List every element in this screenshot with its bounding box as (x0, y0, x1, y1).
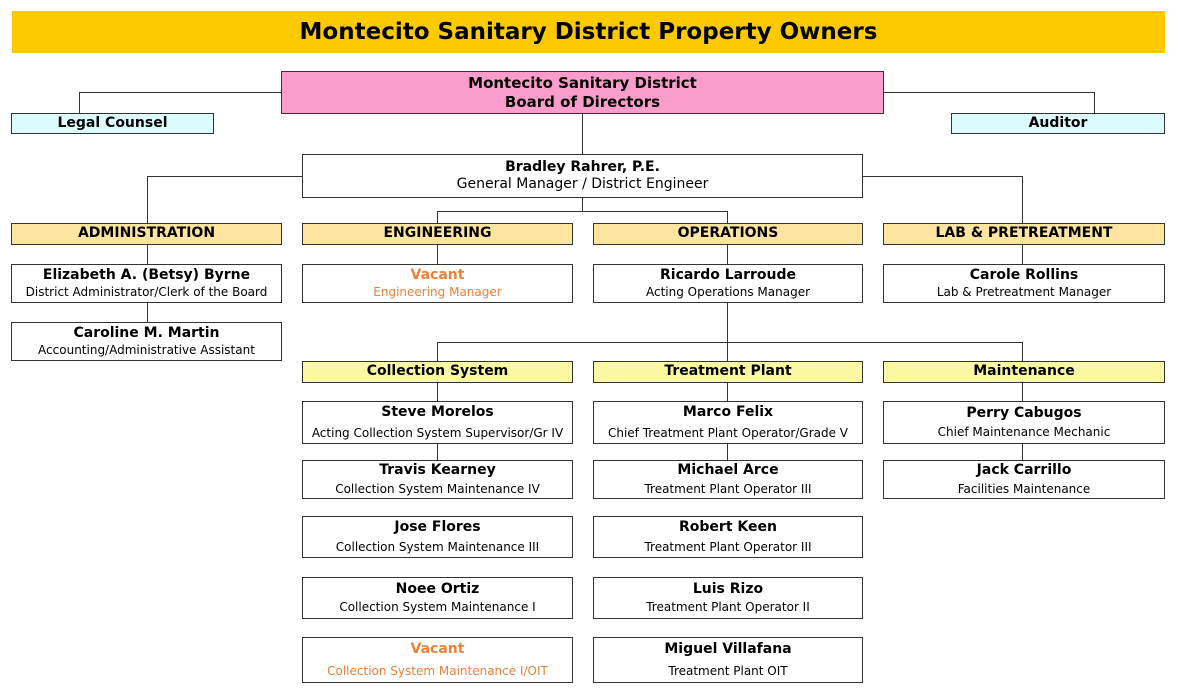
staff-name: Vacant (410, 267, 465, 284)
connector (147, 176, 303, 177)
staff-role: Acting Operations Manager (645, 284, 811, 299)
staff-role: Treatment Plant OIT (668, 664, 788, 679)
staff-name: Luis Rizo (692, 580, 764, 597)
staff-box (302, 577, 573, 619)
legal-counsel-box: Legal Counsel (11, 113, 214, 134)
page-title: Montecito Sanitary District Property Owners (12, 11, 1165, 53)
staff-box (593, 460, 863, 499)
connector (437, 443, 438, 461)
staff-role: Treatment Plant Operator II (646, 600, 810, 615)
connector (582, 197, 583, 211)
staff-box (883, 264, 1165, 303)
board-of-directors-box (281, 71, 884, 114)
division-collection-system: Collection System (302, 361, 573, 383)
staff-role: District Administrator/Clerk of the Board (25, 284, 268, 299)
connector (727, 302, 728, 342)
staff-box-vacant (302, 264, 573, 303)
staff-name: Elizabeth A. (Betsy) Byrne (42, 267, 251, 284)
connector (1022, 176, 1023, 224)
dept-lab-pretreatment: LAB & PRETREATMENT (883, 223, 1165, 245)
division-maintenance: Maintenance (883, 361, 1165, 383)
gm-role: General Manager / District Engineer (456, 176, 709, 192)
division-treatment-plant: Treatment Plant (593, 361, 863, 383)
connector (582, 113, 583, 155)
staff-name: Carole Rollins (969, 267, 1079, 284)
dept-administration: ADMINISTRATION (11, 223, 282, 245)
connector (862, 176, 1022, 177)
staff-name: Ricardo Larroude (659, 267, 797, 284)
dept-engineering: ENGINEERING (302, 223, 573, 245)
staff-role: Collection System Maintenance IV (335, 481, 540, 496)
connector (147, 245, 148, 265)
staff-role: Acting Collection System Supervisor/Gr IV (311, 425, 564, 440)
connector (79, 92, 282, 93)
connector (437, 383, 438, 402)
connector (1094, 92, 1095, 114)
staff-name: Miguel Villafana (664, 640, 792, 657)
staff-role: Collection System Maintenance I/OIT (327, 664, 548, 679)
staff-box (302, 401, 573, 444)
auditor-box: Auditor (951, 113, 1165, 134)
connector (437, 211, 728, 212)
staff-role: Facilities Maintenance (957, 481, 1091, 496)
staff-box (883, 460, 1165, 499)
staff-name: Vacant (410, 640, 465, 657)
board-line-1: Montecito Sanitary District (468, 73, 697, 92)
staff-role: Lab & Pretreatment Manager (936, 284, 1112, 299)
connector (727, 383, 728, 402)
general-manager-box (302, 154, 863, 198)
staff-role: Chief Maintenance Mechanic (937, 424, 1111, 439)
staff-box (883, 401, 1165, 444)
connector (727, 342, 728, 362)
connector (727, 245, 728, 265)
staff-name: Marco Felix (682, 404, 774, 421)
staff-box (593, 577, 863, 619)
staff-role: Treatment Plant Operator III (644, 540, 812, 555)
connector (437, 245, 438, 265)
connector (1022, 245, 1023, 265)
staff-box (11, 322, 282, 361)
connector (437, 342, 1023, 343)
staff-name: Michael Arce (677, 462, 779, 479)
staff-box (593, 637, 863, 683)
staff-name: Jack Carrillo (976, 462, 1072, 479)
staff-role: Treatment Plant Operator III (644, 481, 812, 496)
connector (437, 342, 438, 362)
connector (727, 443, 728, 461)
staff-box (302, 516, 573, 558)
staff-box (593, 264, 863, 303)
staff-name: Steve Morelos (381, 404, 494, 421)
staff-name: Noee Ortiz (395, 580, 480, 597)
connector (1022, 383, 1023, 402)
staff-box (593, 401, 863, 444)
connector (883, 92, 1094, 93)
staff-name: Perry Cabugos (966, 405, 1082, 422)
staff-name: Jose Flores (394, 518, 481, 535)
staff-name: Travis Kearney (379, 462, 496, 479)
staff-box-vacant (302, 637, 573, 683)
staff-role: Accounting/Administrative Assistant (38, 342, 255, 357)
connector (147, 176, 148, 224)
connector (1022, 342, 1023, 362)
staff-box (593, 516, 863, 558)
connector (1022, 443, 1023, 461)
gm-name: Bradley Rahrer, P.E. (505, 158, 660, 175)
connector (79, 92, 80, 114)
connector (147, 302, 148, 323)
staff-box (302, 460, 573, 499)
staff-role: Collection System Maintenance I (339, 600, 536, 615)
staff-role: Engineering Manager (373, 284, 502, 299)
staff-box (11, 264, 282, 303)
staff-name: Robert Keen (679, 518, 777, 535)
staff-role: Collection System Maintenance III (335, 540, 540, 555)
board-line-2: Board of Directors (504, 92, 661, 111)
dept-operations: OPERATIONS (593, 223, 863, 245)
staff-name: Caroline M. Martin (73, 325, 220, 342)
staff-role: Chief Treatment Plant Operator/Grade V (607, 425, 849, 440)
